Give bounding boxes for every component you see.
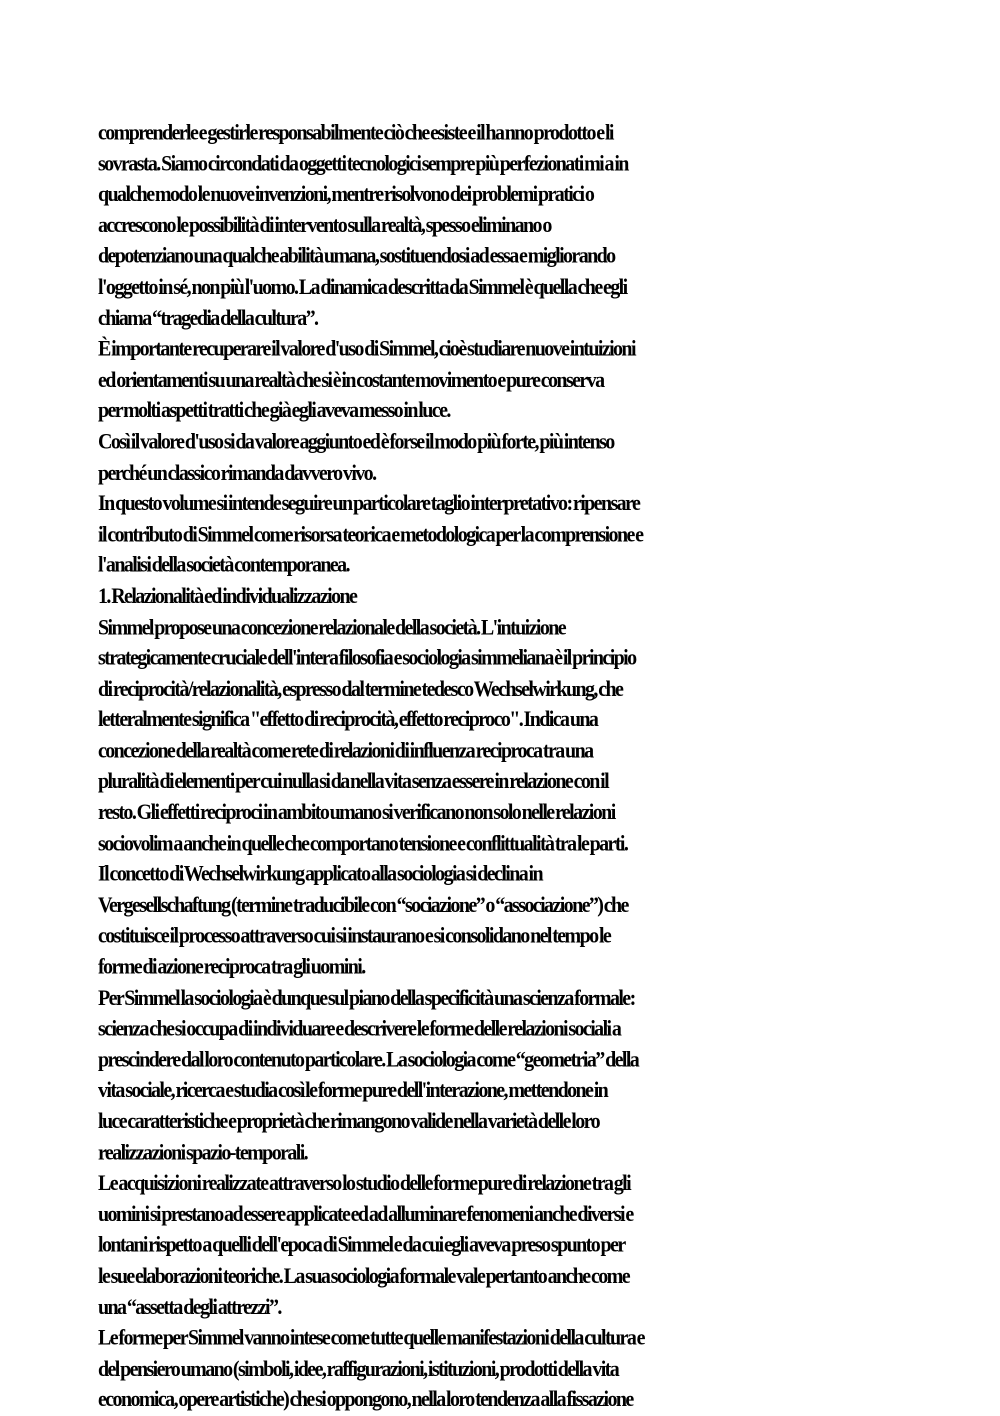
text-line: per molti aspetti tratti che già egli aveva messo in luce. bbox=[98, 398, 450, 424]
document-body bbox=[98, 118, 910, 1416]
text-line: Vergesellschaftung (termine traducibile con “sociazione” o “associazione”) che bbox=[98, 892, 628, 918]
text-line: perché un classico rimanda davvero vivo. bbox=[98, 460, 376, 485]
text-line: comprenderle e gestirle responsabilmente ciò che esiste e il ha nno prodotto e li bbox=[98, 120, 613, 145]
text-line: letteralmente significa "effetto di reciprocità, effetto reciproco". Indica una bbox=[98, 707, 598, 733]
text-line: luce caratteristiche e proprietà che rimangono valide nella varietà delle loro bbox=[98, 1109, 599, 1134]
section-heading: 1. Relazionalità ed individualizzazione bbox=[98, 583, 357, 609]
text-line: pluralità di elementi per cui nulla si da nella vita senza essere in relazione con il bbox=[98, 769, 609, 794]
text-line: sociovolim a anche in quelle che comportano tensione e conflittualità tra le parti. bbox=[98, 831, 628, 856]
text-line: Simmel propose una concezione relazionale della società. L'intuizione bbox=[98, 614, 566, 640]
text-line: sovrasta. Siamo circondati da oggetti tecnologici sempre più perfezionati mi a in bbox=[98, 151, 628, 176]
text-line: le sue elaborazioni teoriche. La sua sociologia formale vale pertanto anche come bbox=[98, 1263, 629, 1289]
text-line: prescindere dal loro contenuto particolare. La sociologia come “geometria” della bbox=[98, 1047, 639, 1073]
text-line: strategicamente cruciale dell'intera filosofia e sociologia simmeliana è il principio bbox=[98, 645, 636, 671]
text-line: una “assetta degli attrezzi”. bbox=[98, 1294, 281, 1320]
text-line: depotenziano una qualche abilità umana, sostituendosi ad essa e migliorando bbox=[98, 243, 615, 269]
text-line: uomini si prestano ad essere applicate ed ad alluminare fenomeni anche diversi e bbox=[98, 1201, 633, 1227]
text-line: Così il valore d'uso si da valore aggiunto ed è forse il modo più forte, più intenso bbox=[98, 429, 614, 454]
text-line: concezione della realtà come rete di relazioni di influenza reciproca tra una bbox=[98, 738, 593, 763]
text-line: È importante recuperare il valore d'uso di Simmel, cioè studiare nuove intuizioni bbox=[98, 336, 635, 362]
text-line: il contributo di Simmel come risorsa teorica e metodologica per la comprensione e bbox=[98, 522, 643, 547]
text-line: accrescono le possibilità di intervento sulla realtà, spesso eliminano o bbox=[98, 212, 551, 238]
text-line: l'oggetto in sé, non più l'uomo. La dinamica descritta da Simmel è quella che egli bbox=[98, 274, 627, 300]
text-line: ed orientamenti su una realtà che si è in costante movimento e pure conserva bbox=[98, 367, 604, 393]
text-line: economica, opere artistiche) che si oppongono, nella loro tendenza alla fissazione bbox=[98, 1387, 633, 1412]
text-line: vita sociale, ricerca e studia così le forme pure dell'interazione, mettendone in bbox=[98, 1078, 608, 1103]
text-line: del pensiero umano (simboli, idee, raffigurazioni, istituzioni, prodotti della vita bbox=[98, 1356, 619, 1382]
text-line: Per Simmel la sociologia è dunque sul piano della specificità una scienza formale: bbox=[98, 985, 635, 1011]
text-line: chiama “tragedia della cultura”. bbox=[98, 305, 318, 331]
text-line: l'analisi della società contemporanea. bbox=[98, 552, 349, 578]
text-line: resto. Gli effetti reciproci in ambito umano si verificano non solo nelle relazioni bbox=[98, 800, 615, 825]
text-line: In questo volume si intende seguire un particolare taglio interpretativo: ripensare bbox=[98, 491, 640, 516]
text-line: Le acquisizioni realizzate attraverso lo studio delle forme pure di relazione tra gli bbox=[98, 1171, 631, 1196]
text-line: forme di azione reciproca tra gli uomini. bbox=[98, 954, 365, 980]
text-line: scienza che si occupa di individuare e descrivere le forme delle relazioni sociali a bbox=[98, 1016, 621, 1042]
text-line: Le forme per Simmel vanno intese come tutte quelle manifestazioni della cultura e bbox=[98, 1325, 644, 1351]
text-line: costituisce il processo attraverso cui si instaurano e si consolidano nel tempo le bbox=[98, 923, 611, 949]
text-line: Il concetto di Wechselwirkung applicato alla sociologia si declina in bbox=[98, 861, 543, 887]
text-line: realizzazioni spazio-temporali. bbox=[98, 1140, 308, 1165]
text-line: lontani rispetto a quelli dell'epoca di Simmel e da cui egli aveva preso spunto per bbox=[98, 1232, 625, 1258]
text-line: qualche modo le nuove invenzioni, mentre risolvono dei problemi pratici o bbox=[98, 182, 594, 207]
text-line: di reciprocità/relazionalità, espresso dal termine tedesco Wechselwirkung, che bbox=[98, 676, 623, 702]
